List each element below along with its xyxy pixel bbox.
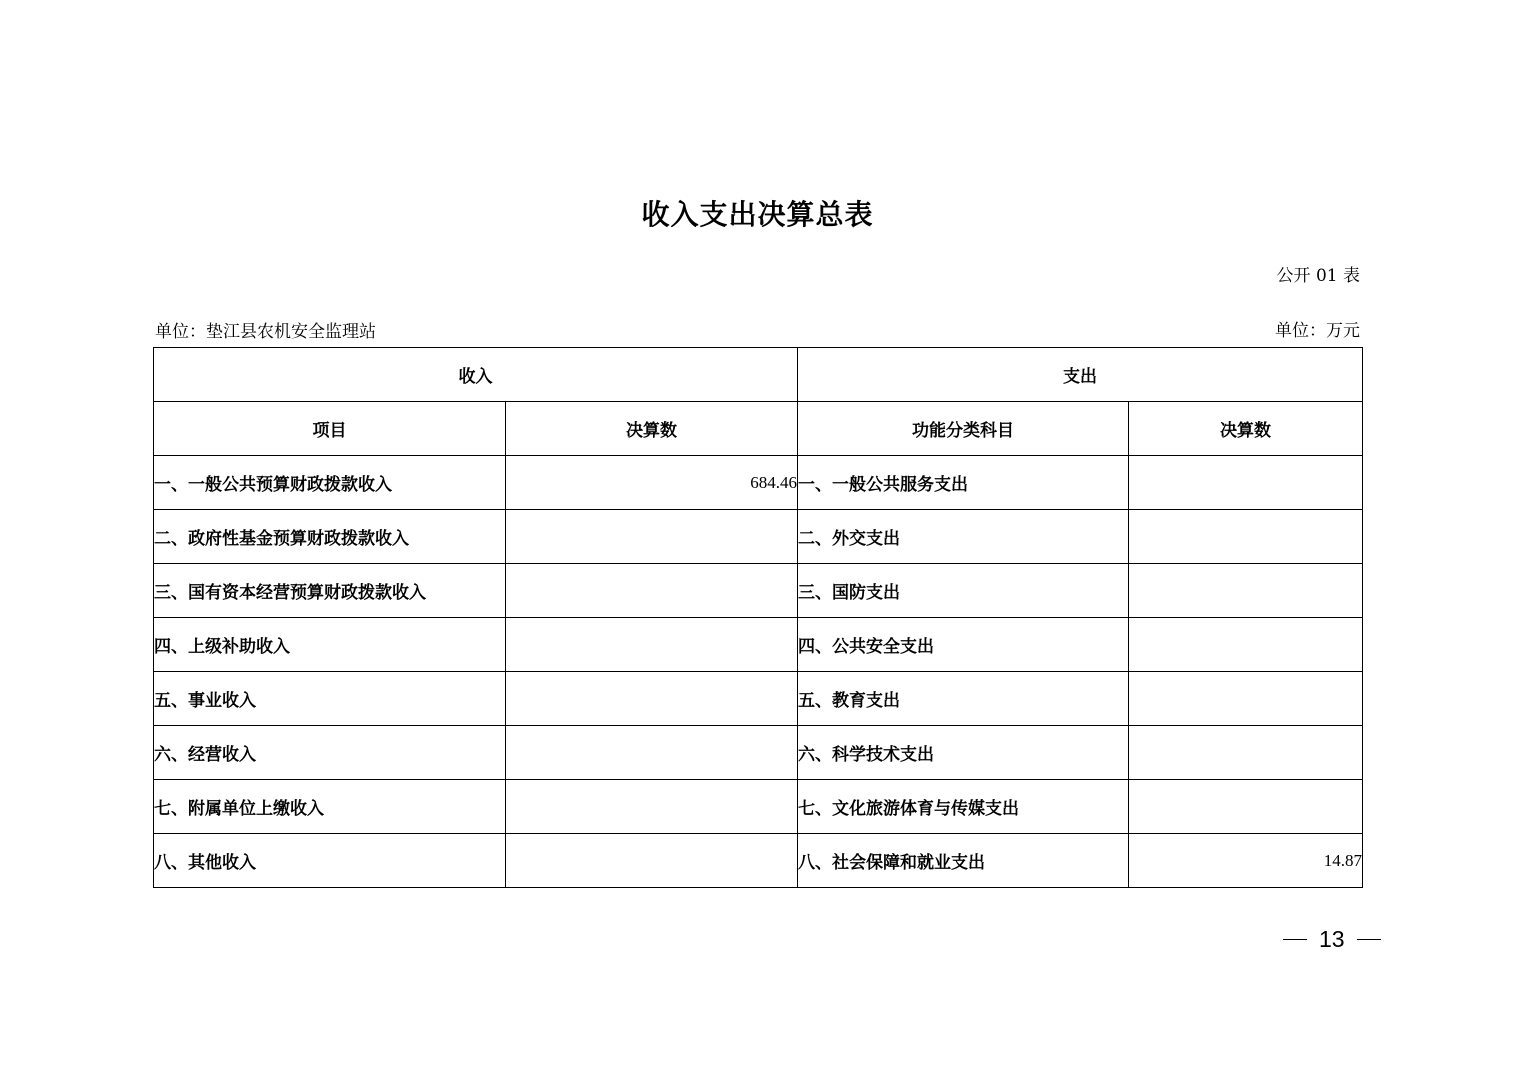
table-row [154, 726, 1363, 780]
page-number-text: 13 [1319, 926, 1345, 952]
table-subheader-row [154, 402, 1363, 456]
expense-item: 六、科学技术支出 [798, 726, 1129, 780]
expense-value [1129, 456, 1363, 510]
expense-value [1129, 780, 1363, 834]
expense-item: 一、一般公共服务支出 [798, 456, 1129, 510]
income-value [506, 564, 798, 618]
income-item: 四、上级补助收入 [154, 618, 506, 672]
expense-item: 二、外交支出 [798, 510, 1129, 564]
page-dash-left [1283, 939, 1307, 940]
expense-value [1129, 618, 1363, 672]
table-header-row [154, 348, 1363, 402]
table-row [154, 510, 1363, 564]
form-number: 公开 01 表 [1276, 266, 1360, 286]
income-value [506, 672, 798, 726]
unit-currency: 单位：万元 [1275, 321, 1360, 341]
expense-item: 七、文化旅游体育与传媒支出 [798, 780, 1129, 834]
table-row [154, 618, 1363, 672]
item-header: 项目 [154, 402, 506, 456]
income-item: 八、其他收入 [154, 834, 506, 888]
income-amount-header: 决算数 [506, 402, 798, 456]
table-row [154, 834, 1363, 888]
income-header: 收入 [154, 348, 798, 402]
expense-item: 八、社会保障和就业支出 [798, 834, 1129, 888]
income-expense-table [153, 347, 1363, 888]
income-value [506, 780, 798, 834]
table-row [154, 672, 1363, 726]
expense-value [1129, 726, 1363, 780]
expense-value [1129, 510, 1363, 564]
income-item: 三、国有资本经营预算财政拨款收入 [154, 564, 506, 618]
expense-item: 三、国防支出 [798, 564, 1129, 618]
income-value: 684.46 [506, 456, 798, 510]
income-value [506, 726, 798, 780]
income-item: 六、经营收入 [154, 726, 506, 780]
income-item: 七、附属单位上缴收入 [154, 780, 506, 834]
expense-value [1129, 672, 1363, 726]
table-row [154, 564, 1363, 618]
expense-item: 四、公共安全支出 [798, 618, 1129, 672]
expense-value [1129, 564, 1363, 618]
func-category-header: 功能分类科目 [798, 402, 1129, 456]
expense-amount-header: 决算数 [1129, 402, 1363, 456]
table-row [154, 780, 1363, 834]
table-row [154, 456, 1363, 510]
page-number [1283, 926, 1381, 953]
unit-organization: 单位：垫江县农机安全监理站 [155, 322, 376, 342]
income-value [506, 510, 798, 564]
income-value [506, 834, 798, 888]
income-item: 二、政府性基金预算财政拨款收入 [154, 510, 506, 564]
page-title: 收入支出决算总表 [641, 198, 874, 231]
income-item: 一、一般公共预算财政拨款收入 [154, 456, 506, 510]
expense-item: 五、教育支出 [798, 672, 1129, 726]
expense-value: 14.87 [1129, 834, 1363, 888]
income-item: 五、事业收入 [154, 672, 506, 726]
income-value [506, 618, 798, 672]
page-dash-right [1357, 939, 1381, 940]
expense-header: 支出 [798, 348, 1363, 402]
